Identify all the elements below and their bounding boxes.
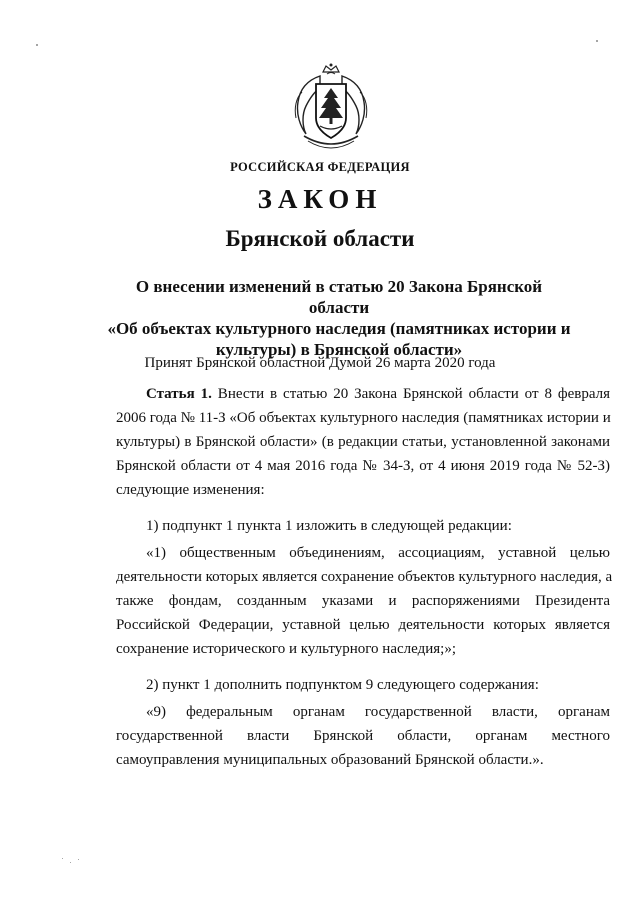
amendment-item-2 <box>116 673 610 697</box>
body-line: 2) пункт 1 дополнить подпунктом 9 следующего содержания: <box>146 677 539 693</box>
scan-speck <box>78 859 79 860</box>
scan-speck <box>596 40 598 42</box>
body-line: сохранение исторического и культурного наследия;»; <box>116 641 456 657</box>
law-title <box>104 276 574 360</box>
amendment-quote-2 <box>116 700 610 772</box>
body-line: Статья 1. Внести в статью 20 Закона Брянской области от 8 февраля <box>146 386 611 402</box>
body-line: Брянской области от 4 мая 2016 года № 34-З, от 4 июня 2019 года № 52-З) <box>116 458 610 474</box>
article-intro <box>116 382 610 502</box>
body-line: культуры) в Брянской области» (в редакции статьи, установленной законами <box>116 434 610 450</box>
body-line: 1) подпункт 1 пункта 1 изложить в следующей редакции: <box>146 518 512 534</box>
document-type-heading: ЗАКОН <box>257 184 383 214</box>
amendment-item-1 <box>116 514 610 538</box>
country-heading: РОССИЙСКАЯ ФЕДЕРАЦИЯ <box>230 160 410 174</box>
body-line: деятельности которых является сохранение объектов культурного наследия, а <box>116 569 613 585</box>
article-label: Статья 1. <box>146 386 212 402</box>
body-line: самоуправления муниципальных образований Брянской области.». <box>116 752 544 768</box>
body-line: «1) общественным объединениям, ассоциациям, уставной целью <box>146 545 610 561</box>
body-line: «9) федеральным органам государственной власти, органам <box>146 704 610 720</box>
scan-speck <box>36 44 38 46</box>
body-line: государственной власти Брянской области, органам местного <box>116 728 610 744</box>
adoption-note: Принят Брянской областной Думой 26 марта 2020 года <box>144 355 496 371</box>
amendment-quote-1 <box>116 541 613 661</box>
body-line: Российской Федерации, уставной целью деятельности которых является <box>116 617 610 633</box>
body-line: следующие изменения: <box>116 482 265 498</box>
body-line: также фондам, созданным указами и распоряжениями Президента <box>116 593 610 609</box>
law-title-line: культуры) в Брянской области» <box>215 340 463 359</box>
law-title-line: «Об объектах культурного наследия (памятниках истории и <box>107 319 571 338</box>
region-heading: Брянской области <box>225 226 415 251</box>
body-line: 2006 года № 11-З «Об объектах культурного наследия (памятниках истории и <box>116 410 611 426</box>
law-title-line: О внесении изменений в статью 20 Закона Брянской области <box>135 277 543 317</box>
bryansk-coat-of-arms-icon <box>290 62 372 150</box>
scan-speck <box>62 858 63 859</box>
scan-speck <box>70 862 71 863</box>
